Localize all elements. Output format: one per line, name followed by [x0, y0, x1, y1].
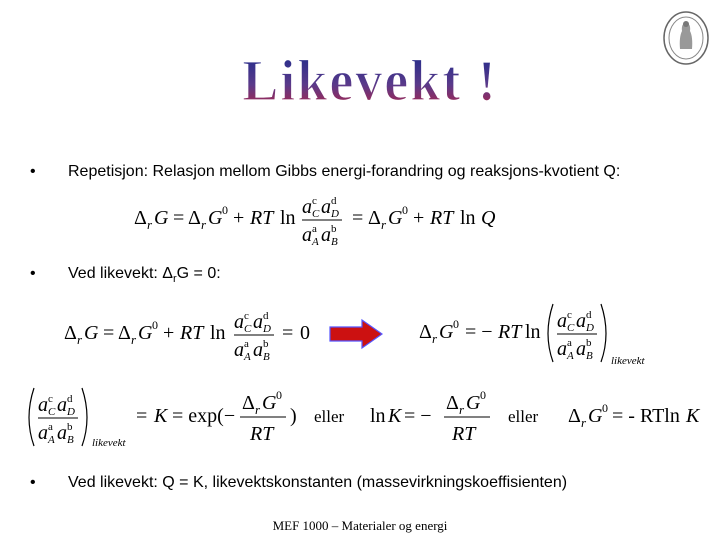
- svg-text:Δ: Δ: [446, 392, 459, 414]
- svg-text:0: 0: [276, 388, 282, 402]
- bullet-1: [30, 163, 710, 183]
- svg-text:G: G: [388, 207, 403, 229]
- svg-text:=: =: [136, 405, 148, 427]
- svg-text:C: C: [312, 208, 320, 220]
- svg-text:=: =: [282, 322, 294, 344]
- bullet-2-text: Ved likevekt:: [68, 265, 163, 282]
- svg-text:G: G: [154, 207, 169, 229]
- svg-text:b: b: [263, 338, 269, 350]
- svg-text:0: 0: [152, 318, 158, 332]
- svg-text:ln: ln: [370, 405, 386, 427]
- svg-text:C: C: [244, 323, 252, 335]
- eller-2: eller: [508, 407, 539, 426]
- svg-text:B: B: [331, 236, 338, 248]
- delta-subscript: r: [172, 273, 177, 286]
- svg-text:K: K: [686, 405, 700, 427]
- svg-text:RT: RT: [498, 321, 522, 343]
- svg-text:0: 0: [222, 203, 228, 217]
- svg-text:+: +: [163, 322, 175, 344]
- title-text: Likevekt !: [242, 49, 498, 114]
- svg-text:RT: RT: [430, 207, 454, 229]
- svg-text:= exp(−: = exp(−: [172, 405, 236, 427]
- bullet-dot: •: [30, 163, 36, 180]
- svg-text:Δ: Δ: [188, 207, 201, 229]
- svg-text:G: G: [588, 405, 603, 427]
- slide-title: [242, 44, 498, 114]
- svg-text:B: B: [586, 350, 593, 362]
- svg-text:B: B: [67, 434, 74, 446]
- svg-text:a: a: [557, 310, 567, 332]
- svg-text:a: a: [302, 196, 312, 218]
- svg-text:RT: RT: [180, 322, 204, 344]
- svg-text:a: a: [321, 224, 331, 246]
- svg-text:RT: RT: [250, 207, 274, 229]
- svg-text:G: G: [439, 321, 454, 343]
- svg-text:b: b: [67, 421, 73, 433]
- svg-text:=: =: [103, 322, 115, 344]
- equation-gibbs-quotient: [130, 190, 510, 250]
- svg-text:d: d: [67, 393, 73, 405]
- svg-text:= −: = −: [404, 405, 432, 427]
- svg-text:r: r: [381, 217, 387, 232]
- bullet-2: [30, 265, 430, 285]
- svg-text:r: r: [459, 402, 465, 417]
- svg-text:Δ: Δ: [368, 207, 381, 229]
- svg-text:d: d: [586, 309, 592, 321]
- svg-text:a: a: [48, 421, 53, 433]
- svg-text:Δ: Δ: [134, 207, 147, 229]
- svg-text:0: 0: [300, 322, 310, 344]
- svg-text:r: r: [581, 415, 587, 430]
- delta-symbol: Δ: [162, 265, 173, 282]
- svg-text:Δ: Δ: [118, 322, 131, 344]
- svg-text:a: a: [38, 394, 48, 416]
- svg-text:G: G: [466, 392, 481, 414]
- svg-text:G: G: [262, 392, 277, 414]
- svg-text:D: D: [586, 322, 594, 334]
- svg-text:0: 0: [480, 388, 486, 402]
- svg-text:K: K: [388, 405, 402, 427]
- bullet-dot: •: [30, 474, 36, 491]
- svg-text:G: G: [138, 322, 153, 344]
- svg-text:G: G: [208, 207, 223, 229]
- svg-text:a: a: [321, 196, 331, 218]
- svg-text:a: a: [234, 339, 244, 361]
- svg-text:A: A: [48, 434, 55, 446]
- svg-text:ln: ln: [525, 321, 541, 343]
- svg-text:a: a: [234, 311, 244, 333]
- right-arrow-icon: [328, 318, 384, 350]
- equation-K-relations: [24, 382, 704, 452]
- svg-text:RT: RT: [452, 423, 476, 445]
- svg-text:D: D: [331, 208, 339, 220]
- svg-text:a: a: [244, 338, 249, 350]
- svg-text:d: d: [331, 195, 337, 207]
- svg-text:b: b: [586, 337, 592, 349]
- svg-text:0: 0: [402, 203, 408, 217]
- svg-text:=: =: [173, 207, 185, 229]
- svg-text:ln: ln: [460, 207, 476, 229]
- svg-text:a: a: [302, 224, 312, 246]
- svg-text:a: a: [576, 310, 586, 332]
- svg-text:a: a: [57, 422, 67, 444]
- svg-text:A: A: [312, 236, 319, 248]
- svg-text:r: r: [131, 332, 137, 347]
- svg-text:r: r: [201, 217, 207, 232]
- svg-text:r: r: [255, 402, 261, 417]
- svg-text:+: +: [413, 207, 425, 229]
- svg-text:Δ: Δ: [64, 322, 77, 344]
- equation-standard-gibbs: [415, 298, 665, 368]
- svg-text:r: r: [77, 332, 83, 347]
- bullet-dot: •: [30, 265, 36, 282]
- svg-text:a: a: [38, 422, 48, 444]
- bullet-3-text: Ved likevekt: Q = K, likevektskonstanten (massevirkningskoeffisienten): [68, 474, 568, 491]
- university-seal-icon: [662, 10, 710, 66]
- svg-text:): ): [290, 405, 297, 427]
- footer: MEF 1000 – Materialer og energi: [272, 518, 448, 533]
- svg-text:K: K: [154, 405, 168, 427]
- equation-equilibrium-zero: [60, 303, 320, 365]
- bullet-3: [30, 474, 710, 494]
- svg-text:D: D: [67, 406, 75, 418]
- svg-text:= −: = −: [465, 321, 493, 343]
- svg-text:G: G: [84, 322, 99, 344]
- svg-text:0: 0: [602, 401, 608, 415]
- eller-1: eller: [314, 407, 345, 426]
- svg-text:D: D: [263, 323, 271, 335]
- svg-text:a: a: [253, 311, 263, 333]
- svg-text:c: c: [567, 309, 572, 321]
- svg-text:C: C: [567, 322, 575, 334]
- svg-text:c: c: [48, 393, 53, 405]
- svg-text:Δ: Δ: [242, 392, 255, 414]
- svg-text:a: a: [557, 338, 567, 360]
- svg-text:ln: ln: [280, 207, 296, 229]
- bullet-1-text: Repetisjon: Relasjon mellom Gibbs energi-forandring og reaksjons-kvotient Q:: [68, 163, 621, 180]
- svg-text:ln: ln: [210, 322, 226, 344]
- bullet-2-rest: G = 0:: [176, 265, 221, 282]
- svg-text:r: r: [147, 217, 153, 232]
- svg-text:c: c: [244, 310, 249, 322]
- svg-text:a: a: [567, 337, 572, 349]
- svg-text:a: a: [57, 394, 67, 416]
- svg-text:a: a: [253, 339, 263, 361]
- svg-text:a: a: [576, 338, 586, 360]
- svg-text:r: r: [432, 331, 438, 346]
- subscript-likevekt: likevekt: [92, 437, 126, 449]
- svg-text:+: +: [233, 207, 245, 229]
- svg-text:A: A: [567, 350, 574, 362]
- svg-text:A: A: [244, 351, 251, 363]
- svg-text:Δ: Δ: [568, 405, 581, 427]
- svg-text:=: =: [352, 207, 364, 229]
- svg-text:b: b: [331, 223, 337, 235]
- svg-text:Q: Q: [481, 207, 496, 229]
- subscript-likevekt: likevekt: [611, 355, 645, 367]
- svg-text:RT: RT: [250, 423, 274, 445]
- svg-text:c: c: [312, 195, 317, 207]
- svg-text:Δ: Δ: [419, 321, 432, 343]
- svg-text:0: 0: [453, 317, 459, 331]
- svg-text:a: a: [312, 223, 317, 235]
- svg-text:d: d: [263, 310, 269, 322]
- svg-text:C: C: [48, 406, 56, 418]
- svg-text:= - RTln: = - RTln: [612, 405, 680, 427]
- svg-text:B: B: [263, 351, 270, 363]
